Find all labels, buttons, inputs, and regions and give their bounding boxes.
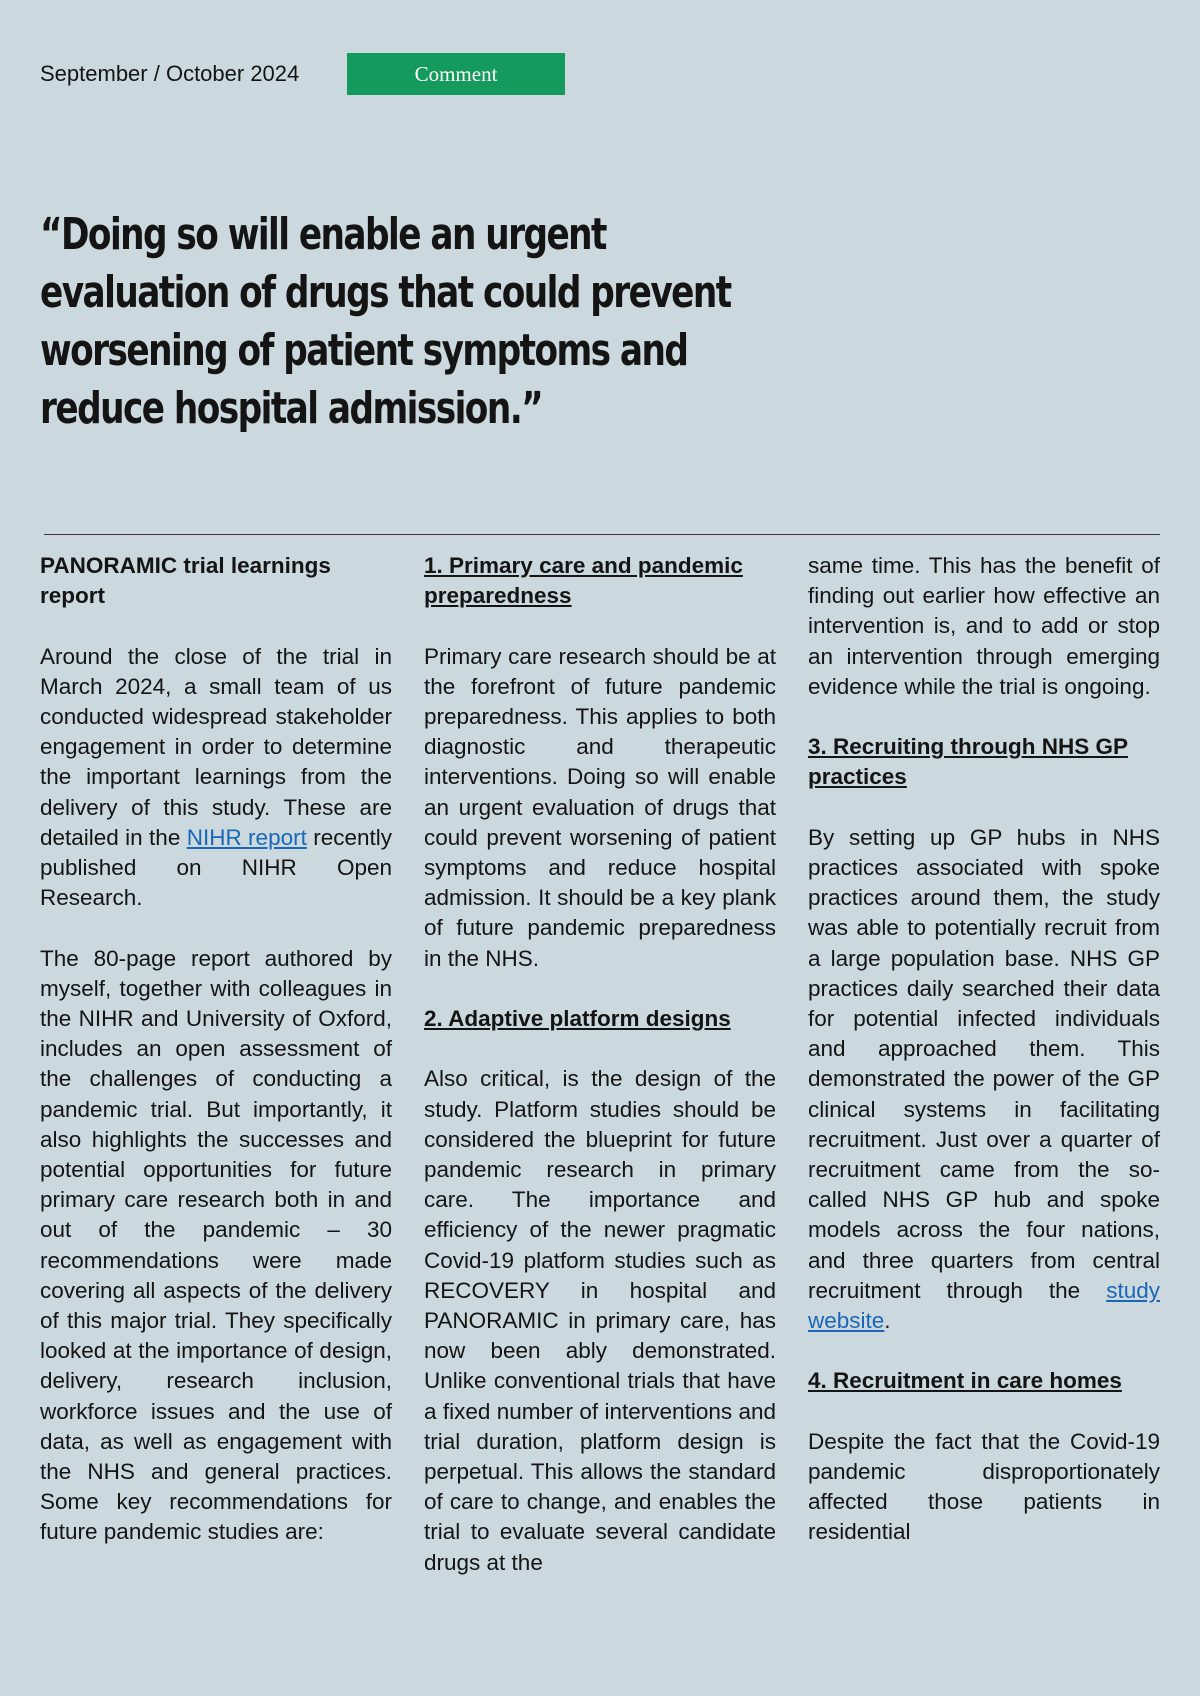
section-heading-1: 1. Primary care and pandemic preparedness xyxy=(424,553,743,609)
divider xyxy=(44,534,1160,535)
nihr-report-link[interactable]: NIHR report xyxy=(186,824,307,850)
column-1 xyxy=(40,551,392,1608)
column-2 xyxy=(424,551,776,1608)
paragraph: Also critical, is the design of the study. Platform studies should be considered the blueprint for future pandemic research in primary care. The importance and efficiency of the newer pragmatic Covid-19 platform studies such as RECOVERY in hospital and PANORAMIC in primary care, has now been ably demonstrated. Unlike conventional trials that have a fixed number of interventions and trial duration, platform design is perpetual. This allows the standard of care to change, and enables the trial to evaluate several candidate drugs at the xyxy=(424,1066,776,1575)
paragraph: Despite the fact that the Covid-19 pandemic disproportionately affected those patients in residential xyxy=(808,1428,1160,1545)
section-tag: Comment xyxy=(347,53,565,95)
paragraph: The 80-page report authored by myself, together with colleagues in the NIHR and University of Oxford, includes an open assessment of the challenges of conducting a pandemic trial. But importantly, it also highlights the successes and potential opportunities for future primary care research both in and out of the pandemic – 30 recommendations were made covering all aspects of the delivery of this major trial. They specifically looked at the importance of design, delivery, research inclusion, workforce issues and the use of data, as well as engagement with the NHS and general practices. Some key recommendations for future pandemic studies are: xyxy=(40,945,392,1545)
article-body xyxy=(40,551,1160,1608)
paragraph: Around the close of the trial in March 2024, a small team of us conducted widespread stakeholder engagement in order to determine the important learnings from the delivery of this study. These are detailed in the NIHR report recently published on NIHR Open Research. xyxy=(40,643,392,911)
issue-header xyxy=(40,53,299,95)
pull-quote: “Doing so will enable an urgent evaluation of drugs that could prevent worsening of patient symptoms and reduce hospital admission.” xyxy=(40,209,731,434)
section-heading-2: 2. Adaptive platform designs xyxy=(424,1006,731,1032)
paragraph: same time. This has the benefit of finding out earlier how effective an intervention is, and to add or stop an intervention through emerging evidence while the trial is ongoing. xyxy=(808,553,1160,699)
paragraph: By setting up GP hubs in NHS practices associated with spoke practices around them, the study was able to potentially recruit from a large population base. NHS GP practices daily searched their data for potential infected individuals and approached them. This demonstrated the power of the GP clinical systems in facilitating recruitment. Just over a quarter of recruitment came from the so-called NHS GP hub and spoke models across the four nations, and three quarters from central recruitment through the study website. xyxy=(808,824,1160,1334)
article-heading: PANORAMIC trial learnings report xyxy=(40,553,331,609)
section-heading-3: 3. Recruiting through NHS GP practices xyxy=(808,734,1129,790)
section-heading-4: 4. Recruitment in care homes xyxy=(808,1368,1122,1394)
paragraph: Primary care research should be at the forefront of future pandemic preparedness. This applies to both diagnostic and therapeutic interventions. Doing so will enable an urgent evaluation of drugs that could prevent worsening of patient symptoms and reduce hospital admission. It should be a key plank of future pandemic preparedness in the NHS. xyxy=(424,643,776,971)
column-3 xyxy=(808,551,1160,1608)
issue-date: September / October 2024 xyxy=(40,61,300,86)
study-website-link[interactable]: study website xyxy=(808,1277,1160,1334)
